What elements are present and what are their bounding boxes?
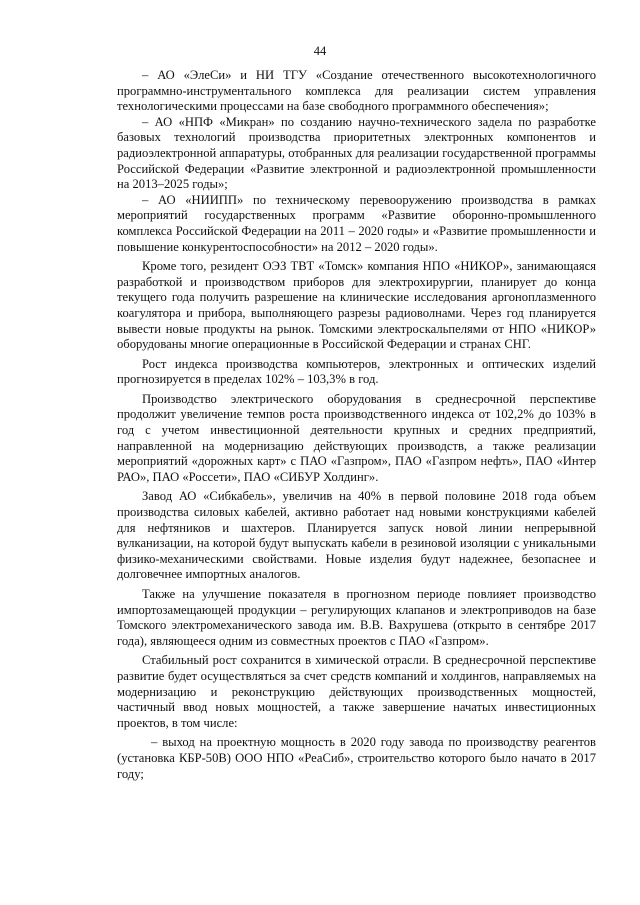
paragraph-import-substitution: Также на улучшение показателя в прогнозном периоде повлияет производство импортозамещающей продукции – регулирующих клапанов и электроприводов на базе Томского электромеханического завода им. В.В. Вахрушева (открыто в сентябре 2017 года), являющееся одним из совместных проектов с ПАО «Газпром».	[117, 587, 596, 648]
paragraph-chemical-industry: Стабильный рост сохранится в химической отрасли. В среднесрочной перспективе развитие будет осуществляться за счет средств компаний и холдингов, направляемых на модернизацию и реконструкцию действующих производственных мощностей, частичный ввод новых мощностей, а также завершение начатых инвестиционных проектов, в том числе:	[117, 653, 596, 730]
paragraph-computers-index: Рост индекса производства компьютеров, электронных и оптических изделий прогнозируется в пределах 102% – 103,3% в год.	[117, 356, 596, 387]
list-item-niipp: – АО «НИИПП» по техническому перевооружению производства в рамках мероприятий государственных программ «Развитие оборонно-промышленного комплекса Российской Федерации на 2011 – 2020 годы» и «Развитие промышленности и повышение конкурентоспособности» на 2012 – 2020 годы».	[117, 192, 596, 254]
list-item-mikran: – АО «НПФ «Микран» по созданию научно-технического задела по разработке базовых технологий производства приоритетных электронных компонентов и радиоэлектронной аппаратуры, отобранных для реализации государственной программы Российской Федерации «Развитие электронной и радиоэлектронной промышленности на 2013–2025 годы»;	[117, 114, 596, 192]
paragraph-electrical-equipment: Производство электрического оборудования в среднесрочной перспективе продолжит увеличение темпов роста производственного индекса от 102,2% до 103% в год с учетом инвестиционной деятельности крупных и средних предприятий, направленной на модернизацию действующих производств, а также реализации мероприятий «дорожных карт» с ПАО «Газпром», ПАО «Газпром нефть», ПАО «Интер РАО», ПАО «Россети», ПАО «СИБУР Холдинг».	[117, 391, 596, 484]
paragraph-sibkabel: Завод АО «Сибкабель», увеличив на 40% в первой половине 2018 года объем производства силовых кабелей, активно работает над новыми конструкциями кабелей для нефтяников и шахтеров. Планируется запуск новой линии непрерывной вулканизации, на которой будут выпускать кабели в резиновой изоляции с уникальными физико-механическими свойствами. Новые изделия будут надежнее, безопаснее и долговечнее импортных аналогов.	[117, 489, 596, 582]
page-number: 44	[313, 44, 327, 58]
paragraph-nikor: Кроме того, резидент ОЭЗ ТВТ «Томск» компания НПО «НИКОР», занимающаяся разработкой и производством приборов для электрохирургии, планирует до конца текущего года получить разрешение на клинические исследования аргоноплазменного коагулятора и прибора, выполняющего разрезы радиоволнами. Через год планируется вывести новые продукты на рынок. Томскими электроскальпелями от НПО «НИКОР» оборудованы многие операционные в Российской Федерации и странах СНГ.	[117, 259, 596, 352]
list-item-reasib: – выход на проектную мощность в 2020 году завода по производству реагентов (установка КБР-50В) ООО НПО «РеаСиб», строительство которого было начато в 2017 году;	[117, 735, 596, 781]
list-item-elesi: – АО «ЭлеСи» и НИ ТГУ «Создание отечественного высокотехнологичного программно-инструментального комплекса для реализации систем управления технологическими процессами на базе свободного программного обеспечения»;	[117, 68, 596, 114]
document-body	[117, 68, 596, 782]
